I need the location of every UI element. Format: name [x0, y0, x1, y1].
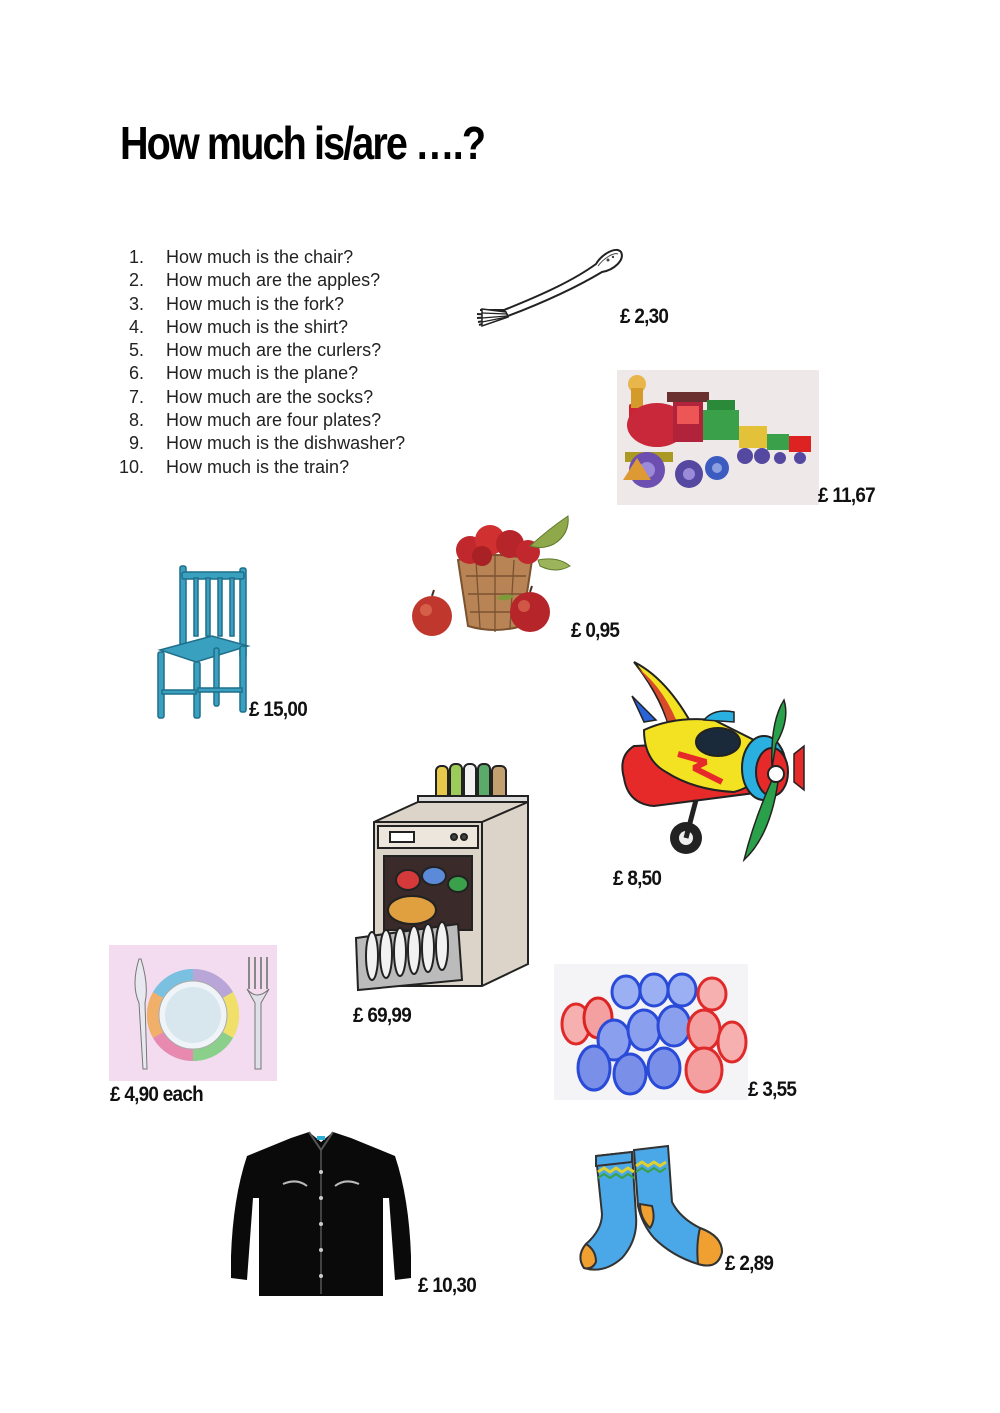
question-number: 3.: [128, 293, 144, 314]
toy-plane-icon: [614, 660, 806, 865]
socks-icon: [576, 1144, 728, 1274]
chair-price: £ 15,00: [249, 698, 308, 721]
question-number: 6.: [128, 363, 144, 384]
question-number: 4.: [128, 316, 144, 337]
question-text: How much is the fork?: [166, 293, 345, 314]
question-number: 2.: [128, 270, 144, 291]
socks-price: £ 2,89: [725, 1252, 774, 1275]
dishwasher-price: £ 69,99: [353, 1004, 412, 1027]
fork-icon: [474, 244, 624, 329]
plane-price: £ 8,50: [613, 867, 662, 890]
page-title: How much is/are ….?: [120, 117, 485, 169]
question-number: 8.: [128, 410, 144, 431]
train-price: £ 11,67: [818, 484, 875, 507]
dishwasher-icon: [352, 760, 534, 992]
question-number: 7.: [128, 386, 144, 407]
question-text: How much are four plates?: [166, 410, 382, 431]
curlers-price: £ 3,55: [748, 1078, 797, 1101]
hair-curlers-icon: [554, 964, 748, 1100]
question-text: How much is the shirt?: [166, 316, 349, 337]
question-text: How much are the curlers?: [166, 340, 382, 361]
apples-price: £ 0,95: [571, 619, 620, 642]
apple-basket-icon: [410, 510, 575, 640]
question-text: How much is the plane?: [166, 363, 359, 384]
question-number: 1.: [128, 247, 144, 267]
question-text: How much is the chair?: [166, 247, 354, 267]
question-text: How much are the apples?: [166, 270, 381, 291]
shirt-icon: [225, 1128, 417, 1298]
question-number: 9.: [128, 433, 144, 454]
question-text: How much is the train?: [166, 456, 350, 477]
chair-icon: [152, 562, 252, 722]
fork-price: £ 2,30: [620, 305, 669, 328]
toy-train-icon: [617, 370, 819, 505]
plate-price: £ 4,90 each: [110, 1083, 203, 1106]
plate-setting-icon: [109, 945, 277, 1081]
question-text: How much is the dishwasher?: [166, 433, 406, 454]
question-number: 5.: [128, 340, 144, 361]
question-text: How much are the socks?: [166, 386, 374, 407]
question-number: 10.: [118, 456, 144, 477]
shirt-price: £ 10,30: [418, 1274, 477, 1297]
